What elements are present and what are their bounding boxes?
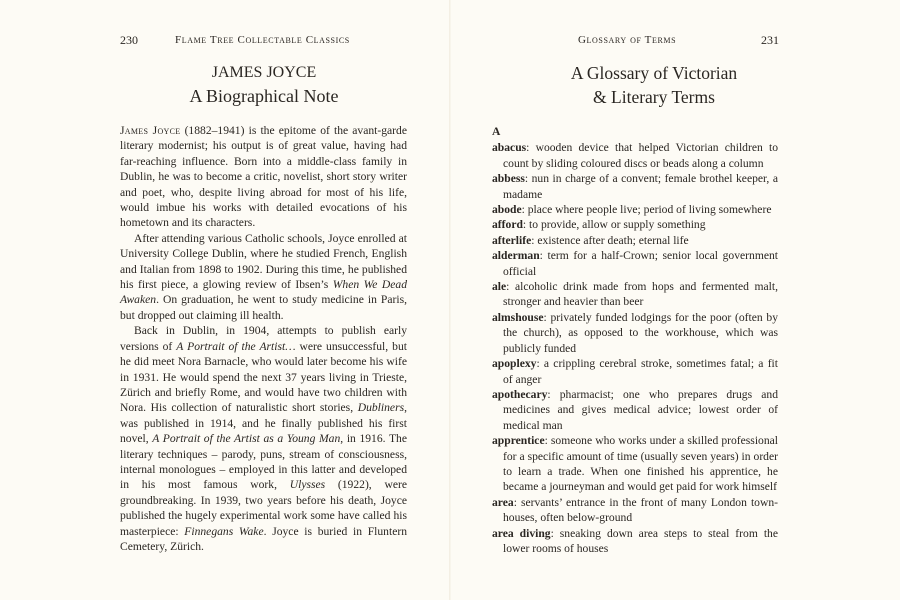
glossary-definition: : to provide, allow or supply something [522, 218, 706, 232]
glossary-definition: : sneaking down area steps to steal from the lower rooms of houses [503, 526, 778, 555]
glossary-term: apprentice [492, 434, 545, 448]
glossary-definition: : term for a half-Crown; senior local government official [503, 249, 778, 278]
glossary-letter-heading: A [492, 125, 501, 138]
work-title: Dubliners [357, 401, 405, 415]
glossary-entry [492, 171, 778, 202]
title-line-2: & Literary Terms [593, 87, 715, 107]
glossary-entry [492, 233, 778, 248]
glossary-entry [492, 356, 778, 387]
text-segment: (1922), were groundbreaking. In 1939, two years before his death, Joyce published the hugely experimental work some have called his masterpiece: [120, 478, 407, 538]
glossary-entries [492, 140, 778, 556]
glossary-term: area [492, 495, 514, 509]
work-title: Finnegans Wake [184, 524, 264, 538]
glossary-term: afford [492, 218, 523, 232]
title-line-1: JAMES JOYCE [211, 64, 317, 81]
glossary-term: area diving [492, 526, 551, 540]
glossary-entry [492, 279, 778, 310]
work-title: A Portrait of the Artist… [176, 339, 296, 353]
text-segment: After attending various Catholic schools, Joyce enrolled at University College Dublin, where he studied French, English and Italian from 1898 to 1902. During this time, he published his first piece, a glowing review of Ibsen’s [120, 231, 407, 292]
page-number: 230 [120, 33, 138, 47]
chapter-title [492, 61, 816, 109]
glossary-definition: : a crippling cerebral stroke, sometimes fatal; a fit of anger [503, 357, 778, 386]
text-segment: , was published in 1914, and he finally published his first novel, [120, 401, 407, 446]
glossary-entry [492, 387, 778, 433]
glossary-term: alderman [492, 249, 540, 263]
text-segment: were unsuccessful, but he did meet Nora Barnacle, who would later become his wife in 1931. He would spend the next 37 years living in Trieste, Zürich and briefly Rome, and would have two children with Nora. His collection of naturalistic short stories, [120, 339, 407, 415]
glossary-term: abode [492, 203, 522, 217]
title-line-1: A Glossary of Victorian [570, 63, 738, 83]
glossary-entry [492, 217, 778, 232]
title-line-2: A Biographical Note [189, 86, 339, 106]
work-title: When We Dead Awaken [120, 278, 407, 307]
glossary-term: abacus [492, 141, 527, 155]
glossary-entry [492, 202, 778, 217]
glossary-definition: : servants’ entrance in the front of many London town-houses, often below-ground [503, 495, 778, 525]
glossary-term: ale [492, 280, 507, 294]
glossary-definition: : place where people live; period of living somewhere [521, 203, 772, 217]
glossary-definition: : privately funded lodgings for the poor (often by the church), as opposed to the workhouse, which was publicly funded [503, 310, 778, 355]
text-segment: . Joyce is buried in Fluntern Cemetery, Zürich. [120, 524, 408, 553]
biography-paragraph [120, 123, 407, 231]
glossary-term: almshouse [492, 310, 544, 324]
glossary-entry [492, 310, 778, 356]
work-title: Ulysses [289, 478, 326, 492]
text-segment: (1882–1941) is the epitome of the avant-garde literary modernist; his output is of great value, having had far-reaching influence. Born into a middle-class family in Dublin, he was to become a critic, novelist, short story writer and poet, who, despite living abroad for most of his life, would imbue his works with detailed evocations of his hometown and its characters. [120, 124, 407, 230]
running-head: Flame Tree Collectable Classics [175, 34, 350, 46]
glossary-definition: : pharmacist; one who prepares drugs and medicines and gives medical advice; lowest order of medical man [503, 387, 778, 432]
glossary-entry [492, 433, 778, 495]
glossary-entry [492, 526, 778, 557]
glossary-term: apoplexy [492, 357, 537, 371]
page-number: 231 [761, 33, 779, 47]
glossary-definition: : existence after death; eternal life [531, 233, 689, 247]
text-segment: . On graduation, he went to study medicine in Paris, but dropped out claiming ill health. [120, 293, 407, 322]
running-head: Glossary of Terms [578, 34, 677, 46]
biography-text [120, 123, 407, 554]
biography-paragraph [120, 323, 407, 554]
glossary-definition: : nun in charge of a convent; female brothel keeper, a madame [503, 172, 778, 201]
glossary-definition: : someone who works under a skilled professional for a specific amount of time (usually seven years) in order to learn a trade. When one finished his apprentice, he became a journeyman and would get paid for work himself [503, 434, 778, 494]
glossary-term: afterlife [492, 233, 532, 247]
glossary-entry [492, 248, 778, 279]
glossary-entry [492, 495, 778, 526]
right-page [450, 0, 900, 600]
text-segment: Back in Dublin, in 1904, attempts to publish early versions of [120, 324, 407, 353]
work-title: A Portrait of the Artist as a Young Man [152, 432, 341, 446]
glossary-definition: : alcoholic drink made from hops and fermented malt, stronger and heavier than beer [503, 280, 778, 309]
text-segment: , in 1916. The literary techniques – parody, puns, stream of consciousness, internal monologues – employed in this latter and developed in his most famous work, [120, 432, 408, 492]
glossary [492, 124, 778, 556]
chapter-title [120, 62, 408, 108]
glossary-term: abbess [492, 172, 525, 186]
biography-paragraph [120, 231, 407, 323]
glossary-definition: : wooden device that helped Victorian children to count by sliding coloured discs or beads along a column [503, 141, 778, 170]
glossary-entry [492, 140, 778, 171]
glossary-term: apothecary [492, 387, 548, 401]
paragraph-lead-in: James Joyce [120, 124, 181, 137]
